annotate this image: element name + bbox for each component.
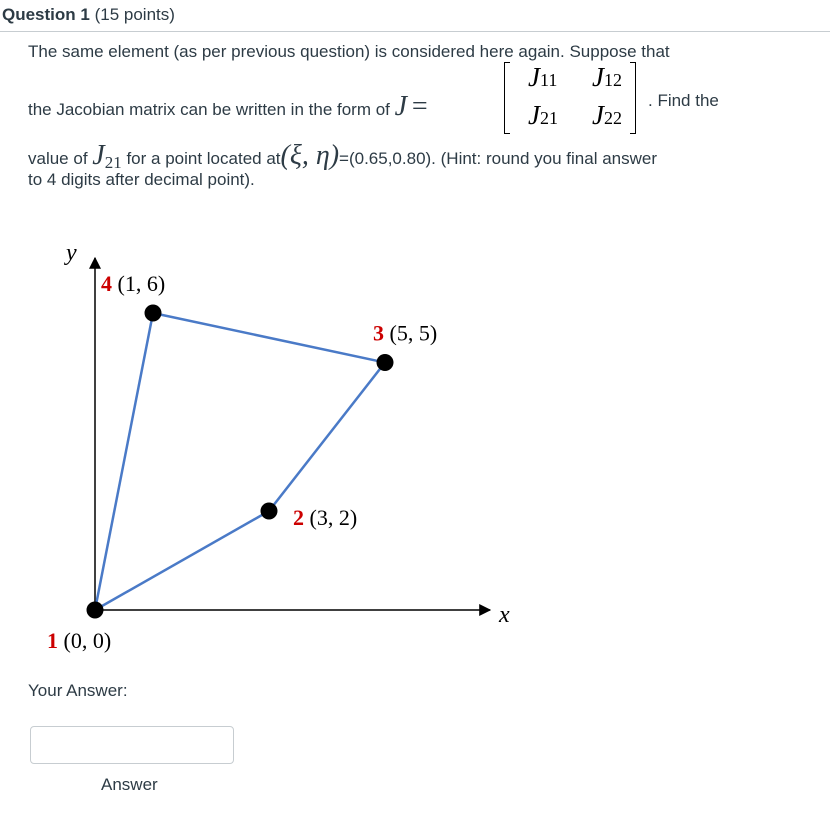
- question-text-line2-end: . Find the: [648, 91, 719, 110]
- x-axis-label: x: [499, 602, 510, 628]
- question-header: [0, 0, 830, 32]
- element-edge-4-1: [95, 313, 153, 610]
- y-axis-label: y: [66, 240, 77, 266]
- question-text-line3: [28, 140, 657, 173]
- answer-caption: Answer: [101, 775, 158, 794]
- jacobian-symbol: J: [394, 91, 408, 122]
- node-4: [145, 305, 162, 322]
- question-text-line4: to 4 digits after decimal point).: [28, 170, 255, 189]
- line3-text-mid: for a point located at: [126, 149, 281, 168]
- answer-input[interactable]: [30, 726, 234, 764]
- matrix-cell-j11: J11: [528, 62, 558, 92]
- question-points: (15 points): [94, 5, 175, 24]
- matrix-cell-j21: J21: [528, 100, 558, 130]
- element-edge-3-4: [153, 313, 385, 363]
- matrix-cell-j12: J12: [592, 62, 622, 92]
- question-text-line2: [28, 91, 428, 123]
- jacobian-matrix: [504, 60, 644, 138]
- your-answer-label: Your Answer:: [28, 681, 128, 700]
- element-edge-2-3: [269, 363, 385, 512]
- node-label-3: 3 (5, 5): [373, 320, 438, 346]
- line2-text: the Jacobian matrix can be written in the form of: [28, 100, 390, 119]
- matrix-left-bracket: [504, 62, 510, 134]
- target-jacobian-entry: $J_{21}$: [92, 140, 122, 172]
- matrix-cell-j22: J22: [592, 100, 622, 130]
- question-text-line1: The same element (as per previous question) is considered here again. Suppose that: [28, 42, 670, 61]
- node-label-2: 2 (3, 2): [293, 505, 358, 530]
- element-diagram: [40, 230, 540, 670]
- node-label-4: 4 (1, 6): [101, 271, 166, 296]
- element-edge-1-2: [95, 511, 269, 610]
- matrix-right-bracket: [630, 62, 636, 134]
- node-label-1: 1 (0, 0): [47, 628, 112, 653]
- equals-sign: =: [411, 91, 428, 122]
- question-number: Question 1: [2, 5, 90, 24]
- natural-coordinates: (ξ, η): [280, 140, 340, 171]
- line3-text-start: value of: [28, 149, 88, 168]
- node-1: [87, 602, 104, 619]
- node-3: [377, 354, 394, 371]
- node-2: [261, 503, 278, 520]
- line3-text-end: =(0.65,0.80). (Hint: round you final answer: [339, 149, 658, 168]
